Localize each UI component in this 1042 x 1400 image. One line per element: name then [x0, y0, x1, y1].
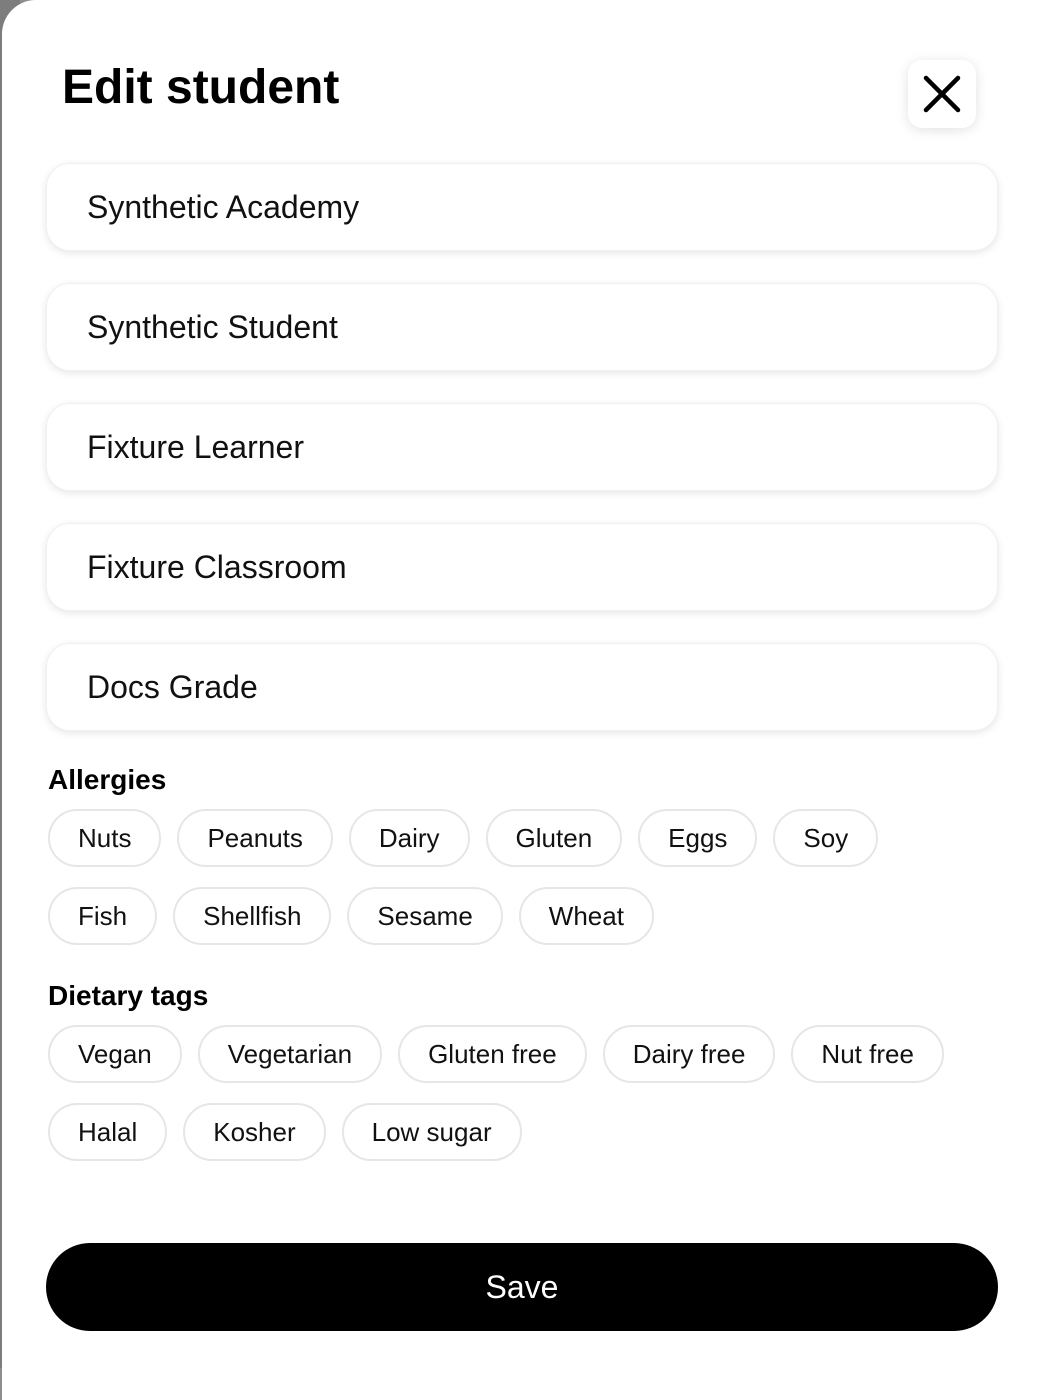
allergy-chip-nuts[interactable]: Nuts: [48, 809, 161, 867]
save-button[interactable]: Save: [46, 1243, 998, 1331]
allergy-chip-wheat[interactable]: Wheat: [519, 887, 654, 945]
dietary-chip-vegetarian[interactable]: Vegetarian: [198, 1025, 382, 1083]
allergies-label: Allergies: [48, 764, 167, 795]
close-icon: [922, 74, 962, 114]
allergy-chip-peanuts[interactable]: Peanuts: [177, 809, 332, 867]
allergies-chip-row-2: [48, 887, 654, 945]
allergy-chip-eggs[interactable]: Eggs: [638, 809, 757, 867]
allergy-chip-soy[interactable]: Soy: [773, 809, 878, 867]
dietary-chip-nut-free[interactable]: Nut free: [791, 1025, 944, 1083]
dietary-chip-row-1: [48, 1025, 944, 1083]
classroom-field-value: Fixture Classroom: [87, 548, 347, 585]
classroom-field[interactable]: [46, 523, 998, 611]
allergy-chip-dairy[interactable]: Dairy: [349, 809, 470, 867]
learner-field[interactable]: [46, 403, 998, 491]
dietary-chip-row-2: [48, 1103, 522, 1161]
dietary-chip-gluten-free[interactable]: Gluten free: [398, 1025, 587, 1083]
dietary-chip-vegan[interactable]: Vegan: [48, 1025, 182, 1083]
school-field[interactable]: [46, 163, 998, 251]
student-name-field-value: Synthetic Student: [87, 308, 338, 345]
grade-field-value: Docs Grade: [87, 668, 258, 705]
allergy-chip-sesame[interactable]: Sesame: [347, 887, 502, 945]
allergy-chip-gluten[interactable]: Gluten: [486, 809, 623, 867]
allergy-chip-shellfish[interactable]: Shellfish: [173, 887, 331, 945]
modal-title: Edit student: [62, 61, 340, 114]
edit-student-modal: [2, 0, 1042, 1400]
allergies-chip-row-1: [48, 809, 878, 867]
school-field-value: Synthetic Academy: [87, 188, 360, 225]
dietary-tags-label: Dietary tags: [48, 980, 209, 1011]
close-button[interactable]: [908, 60, 976, 128]
learner-field-value: Fixture Learner: [87, 428, 304, 465]
dietary-chip-halal[interactable]: Halal: [48, 1103, 167, 1161]
dietary-chip-kosher[interactable]: Kosher: [183, 1103, 325, 1161]
dietary-chip-dairy-free[interactable]: Dairy free: [603, 1025, 776, 1083]
student-name-field[interactable]: [46, 283, 998, 371]
dietary-chip-low-sugar[interactable]: Low sugar: [342, 1103, 522, 1161]
grade-field[interactable]: [46, 643, 998, 731]
allergy-chip-fish[interactable]: Fish: [48, 887, 157, 945]
